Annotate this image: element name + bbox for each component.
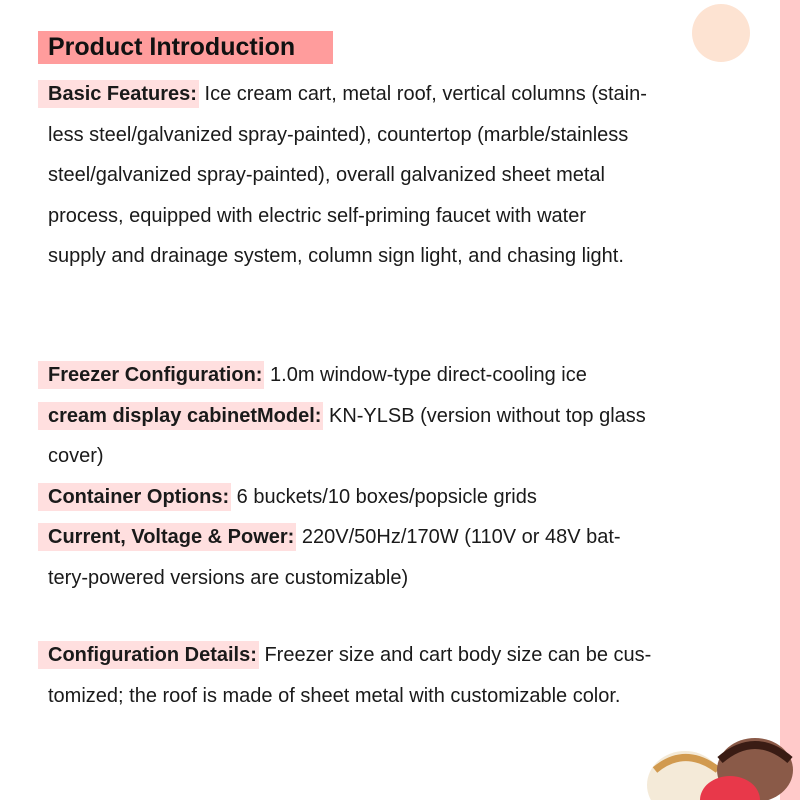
section-label: cream display cabinetModel: xyxy=(38,402,323,430)
decorative-circle xyxy=(692,4,750,62)
section-label: Container Options: xyxy=(38,483,231,511)
section-label: Basic Features: xyxy=(38,80,199,108)
pink-side-bar xyxy=(780,0,800,800)
ice-cream-image xyxy=(630,725,800,800)
page-title: Product Introduction xyxy=(38,31,333,64)
section-label: Configuration Details: xyxy=(38,641,259,669)
configuration-section: Configuration Details: Freezer size and cart body size can be cus- tomized; the roof is made of sheet metal with customizable color. xyxy=(38,635,738,716)
basic-features-section: Basic Features: Ice cream cart, metal roof, vertical columns (stain- less steel/galvanized spray-painted), countertop (marble/stainless steel/galvanized spray-painted), overall galvanized sheet metal process, equipped with electric self-priming faucet with water supply and drainage system, column sign light, and chasing light. xyxy=(38,74,738,277)
freezer-section: Freezer Configuration: 1.0m window-type direct-cooling ice cream display cabinetModel: KN-YLSB (version without top glass cover) Container Options: 6 buckets/10 boxes/popsicle grids Current, Voltage & Power: 220V/50Hz/170W (110V or 48V bat- tery-powered versions are customizable) xyxy=(38,355,738,598)
section-label: Current, Voltage & Power: xyxy=(38,523,296,551)
section-label: Freezer Configuration: xyxy=(38,361,264,389)
